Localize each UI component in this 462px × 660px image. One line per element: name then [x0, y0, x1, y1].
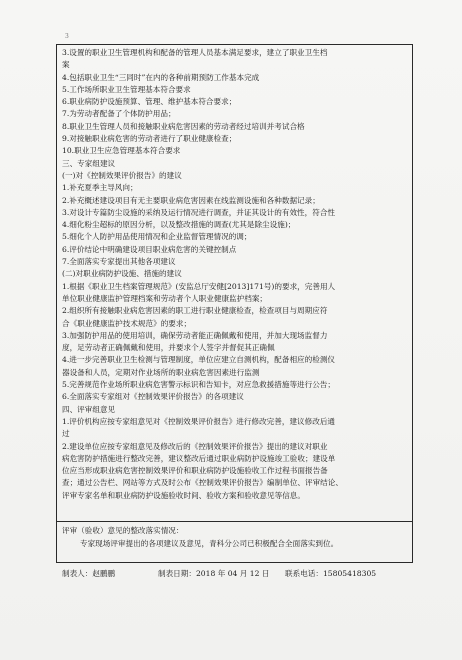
rectification-text: 专家现场评审提出的各项建议及意见，青科分公司已积极配合全面落实到位。 — [80, 538, 339, 548]
text-line: 度，足劳动者正确佩戴和使用，并要求个人签字并督促其正确佩 — [62, 343, 275, 353]
text-line: 四、评审组意见 — [62, 404, 116, 414]
text-line: 4.细化粉尘超标的原因分析，以及整改措施的调查(尤其是除尘设施)； — [62, 220, 296, 230]
text-line: 1.补充夏季主导风向； — [62, 183, 138, 193]
text-line: 5.完善规范作业场所职业病危害警示标识和告知卡，对应急救援措施等进行公告； — [62, 380, 336, 390]
text-line: 案 — [62, 60, 70, 70]
form-footer — [62, 568, 412, 579]
date-field: 制表日期：2018 年 04 月 12 日 — [158, 569, 270, 578]
text-line: 6.全面落实专家组对《控制效果评价报告》的各项建议 — [62, 392, 244, 402]
text-line: 合《职业健康监护技术规范》的要求； — [62, 318, 192, 328]
opinion-cell — [57, 45, 412, 521]
text-line: 9.对接触职业病危害的劳动者进行了职业健康检查； — [62, 134, 237, 144]
text-line: 单位职业健康监护管理档案和劳动者个人职业健康监护档案； — [62, 293, 268, 303]
text-line: 2.建设单位应按专家组意见及修改后的《控制效果评价报告》提出的建议对职业 — [62, 441, 328, 451]
text-line: 位应当形成职业病危害控制效果评价和职业病防护设施验收工作过程书面报告备 — [62, 466, 328, 476]
text-line: 病危害防护措施进行整改完善，建议整改后通过职业病防护设施竣工验收；建设单 — [62, 453, 336, 463]
text-line: 6.职业病防护设施预算、管理、维护基本符合要求； — [62, 97, 237, 107]
text-line: (二)对职业病防护设施、措施的建议 — [62, 269, 182, 279]
text-line: 评审专家名单和职业病防护设施验收时间、验收方案和验收意见等信息。 — [62, 490, 305, 500]
maker-field: 制表人：赵鹏鹏 — [62, 569, 116, 578]
text-line: 器设备和人员，定期对作业场所的职业病危害因素进行监测 — [62, 367, 260, 377]
text-line: 5.工作场所职业卫生管理基本符合要求 — [62, 84, 191, 94]
phone-field: 联系电话：15805418305 — [285, 569, 377, 578]
text-line: 过 — [62, 429, 70, 439]
rectification-heading: 评审（验收）意见的整改落实情况： — [62, 526, 184, 535]
text-line: 7.为劳动者配备了个体防护用品； — [62, 109, 176, 119]
text-line: 2.组织所有接触职业病危害因素的职工进行职业健康检查，检查项目与周期应符 — [62, 306, 328, 316]
text-line: 5.细化个人防护用品使用情况和企业监督管理情况的调； — [62, 232, 252, 242]
text-line: 三、专家组建议 — [62, 158, 116, 168]
text-line: 3.对设计专篇防尘设施的采纳及运行情况进行调查，并证其设计的有效性，符合性 — [62, 207, 336, 217]
text-line: 3.设置的职业卫生管理机构和配备的管理人员基本满足要求，建立了职业卫生档 — [62, 48, 328, 57]
text-line: (一)对《控制效果评价报告》的建议 — [62, 170, 182, 180]
text-line: 6.评价结论中明确建设项目职业病危害的关键控制点 — [62, 244, 237, 254]
text-line: 2.补充概述建设项目有无主要职业病危害因素在线监测设施和各种数据记录； — [62, 195, 320, 205]
text-line: 4.进一步完善职业卫生检测与管理制度，单位应建立自测机构，配备相应的检测仪 — [62, 355, 336, 365]
text-line: 10.职业卫生应急管理基本符合要求 — [62, 146, 181, 156]
text-line: 4.包括职业卫生“三同时”在内的各种前期预防工作基本完成 — [62, 72, 260, 82]
page-marker: 3 — [65, 33, 69, 40]
text-line: 3.加强防护用品的使用培训，确保劳动者能正确佩戴和使用，并加大现场监督力 — [62, 330, 328, 340]
rectification-cell — [57, 521, 412, 562]
text-line: 查；通过公告栏、网站等方式及时公布《控制效果评价报告》编制单位、评审结论、 — [62, 478, 343, 488]
text-line: 1.评价机构应按专家组意见对《控制效果评价报告》进行修改完善，建议修改后通 — [62, 416, 336, 426]
table-frame — [56, 44, 413, 563]
text-line: 7.全面落实专家提出其他各项建议 — [62, 257, 176, 267]
text-line: 1.根据《职业卫生档案管理规范》(安监总厅安健[2013]171号)的要求，完善用人 — [62, 281, 336, 291]
text-line: 8.职业卫生管理人员和接触职业病危害因素的劳动者经过培训并考试合格 — [62, 121, 305, 131]
